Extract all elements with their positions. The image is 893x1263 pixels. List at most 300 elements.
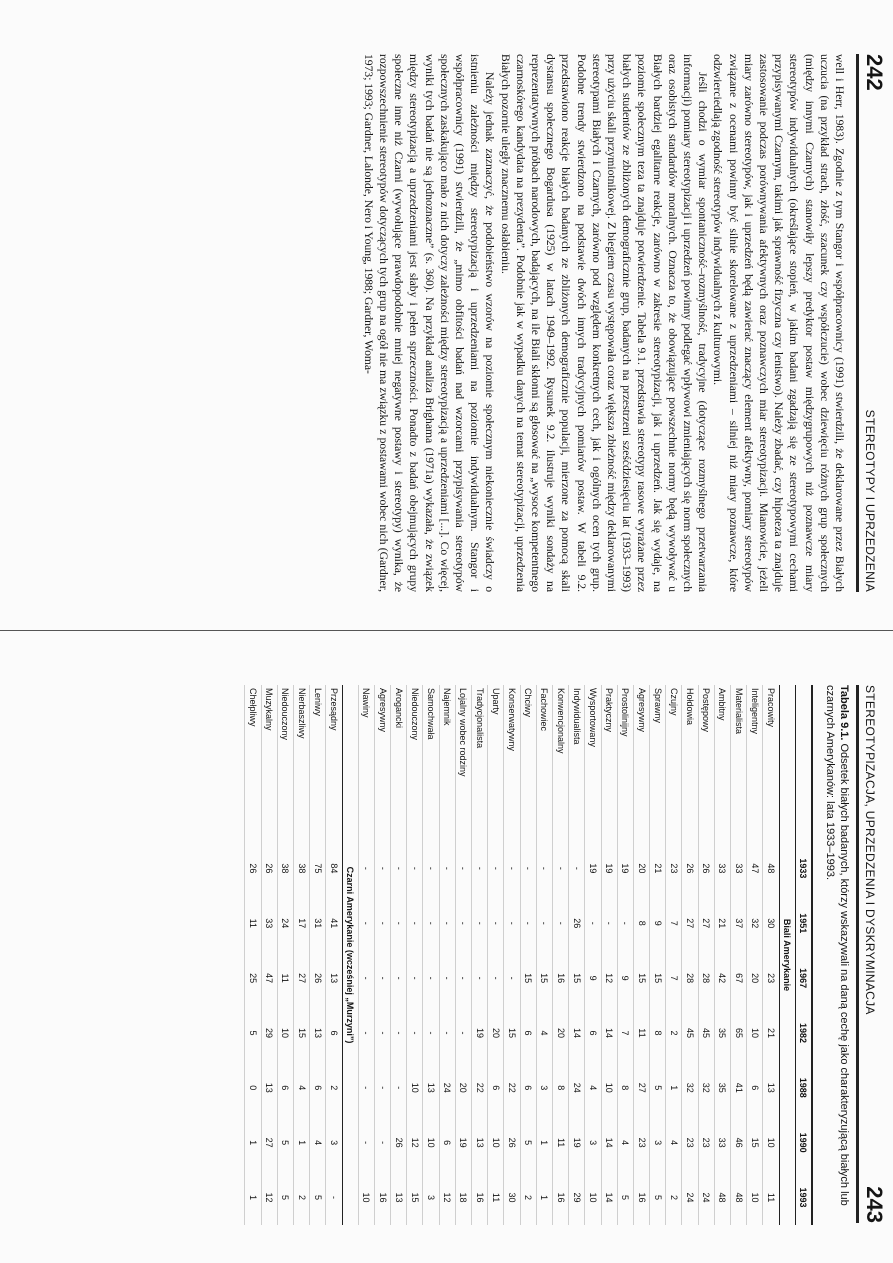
table-header-row — [795, 685, 812, 1225]
value-cell: 16 — [553, 951, 569, 1006]
value-cell: 41 — [326, 896, 342, 951]
value-cell: - — [358, 896, 374, 951]
data-table — [244, 685, 813, 1225]
value-cell: 2 — [326, 1060, 342, 1115]
table-row — [374, 685, 390, 1225]
value-cell: 6 — [439, 1115, 455, 1170]
value-cell: 10 — [585, 1170, 601, 1225]
value-cell: 19 — [601, 841, 617, 896]
value-cell: - — [423, 896, 439, 951]
value-cell: 24 — [682, 1170, 698, 1225]
value-cell: 24 — [698, 1170, 714, 1225]
value-cell: - — [439, 1006, 455, 1061]
value-cell: 24 — [439, 1060, 455, 1115]
value-cell: 20 — [633, 841, 649, 896]
value-cell: 9 — [650, 896, 666, 951]
trait-cell: Niedouczony — [407, 685, 423, 841]
value-cell: 31 — [310, 896, 326, 951]
table-row — [504, 685, 520, 1225]
value-cell: 35 — [714, 1006, 730, 1061]
value-cell: 10 — [277, 1006, 293, 1061]
value-cell: 6 — [326, 1006, 342, 1061]
value-cell: 15 — [633, 951, 649, 1006]
value-cell: 3 — [326, 1115, 342, 1170]
value-cell: 41 — [731, 1060, 747, 1115]
value-cell: 25 — [245, 951, 261, 1006]
value-cell: - — [553, 841, 569, 896]
value-cell: 21 — [763, 1006, 779, 1061]
trait-cell: Nierbaszliwy — [294, 685, 310, 841]
value-cell: 23 — [633, 1115, 649, 1170]
table-row — [488, 685, 504, 1225]
value-cell: - — [520, 896, 536, 951]
value-cell: - — [520, 841, 536, 896]
value-cell: 21 — [650, 841, 666, 896]
section-title: Biali Amerykanie — [779, 685, 795, 1225]
value-cell: 16 — [472, 1170, 488, 1225]
value-cell: 67 — [731, 951, 747, 1006]
value-cell: - — [455, 1006, 471, 1061]
value-cell: 8 — [650, 1006, 666, 1061]
value-cell: 13 — [310, 1006, 326, 1061]
value-cell: 84 — [326, 841, 342, 896]
value-cell: 27 — [698, 896, 714, 951]
table-row — [536, 685, 552, 1225]
trait-cell: Muzykalny — [261, 685, 277, 841]
value-cell: - — [439, 841, 455, 896]
trait-cell: Tradycjonalista — [472, 685, 488, 841]
year-header: 1990 — [795, 1115, 812, 1170]
value-cell: 26 — [682, 841, 698, 896]
trait-cell: Prostolinijny — [617, 685, 633, 841]
value-cell: 26 — [698, 841, 714, 896]
value-cell: 3 — [423, 1170, 439, 1225]
body-text — [361, 54, 848, 592]
table-section-row — [779, 685, 795, 1225]
value-cell: 48 — [763, 841, 779, 896]
table-row — [391, 685, 407, 1225]
running-title: STEREOTYPIZACJA, UPRZEDZENIA I DYSKRYMINACJA — [863, 685, 877, 1015]
value-cell: 30 — [504, 1170, 520, 1225]
value-cell: 1 — [536, 1115, 552, 1170]
value-cell: 4 — [310, 1115, 326, 1170]
value-cell: 75 — [310, 841, 326, 896]
table-row — [439, 685, 455, 1225]
value-cell: - — [391, 896, 407, 951]
table-row — [666, 685, 682, 1225]
value-cell: - — [391, 951, 407, 1006]
value-cell: 26 — [504, 1115, 520, 1170]
trait-cell: Indywidualista — [569, 685, 585, 841]
page-number: 242 — [862, 54, 887, 91]
value-cell: 14 — [601, 1170, 617, 1225]
value-cell: 5 — [617, 1170, 633, 1225]
table-section-row — [342, 685, 358, 1225]
value-cell: - — [439, 951, 455, 1006]
table-row — [569, 685, 585, 1225]
value-cell: 45 — [698, 1006, 714, 1061]
value-cell: 11 — [277, 951, 293, 1006]
value-cell: 15 — [569, 951, 585, 1006]
value-cell: 10 — [601, 1060, 617, 1115]
trait-cell: Nawiny — [358, 685, 374, 841]
caption-text: Odsetek białych badanych, którzy wskazywali na daną cechę jako charakteryzującą białych lub czarnych Amerykanów: lata 1933–1993. — [824, 685, 850, 1206]
paragraph: Jeśli chodzi o wymiar spontaniczność–rozmyślność, tradycyjne (dotyczące rozmyślnego przetwarzania informacji) pomiary stereotypizacji i uprzedzeń powinny podlegać wpływowi zmieniających się norm społecznych oraz osobistych standardów moralnych. Oznacza to, że obowiązujące powszechnie normy będą wywoływać u Białych bardziej egalitarne reakcje, zarówno w zakresie stereotypizacji, jak i uprzedzeń. Jak się wydaje, na poziomie społecznym teza ta znajduje potwierdzenie. Tabela 9.1. przedstawia stereotypy rasowe wyrażane przez białych studentów ze zbliżonych demograficznie grup, badanych na przestrzeni sześćdziesięciu lat (1933–1993) przy użyciu skali przymiotnikowej. Z biegiem czasu występowała coraz większa zbieżność między deklarowanymi stereotypami Białych i Czarnych, zarówno pod względem konkretnych cech, jak i ogólnych ocen tych grup. Podobne trendy stwierdzono na podstawie dwóch innych tradycyjnych pomiarów postaw. W tabeli 9.2. przedstawiono reakcje białych badanych ze zbliżonych demograficznie populacji, mierzone za pomocą skali dystansu społecznego Bogardusa (1925) w latach 1949–1992. Rysunek 9.2. ilustruje wyniki sondaży na reprezentatywnych próbach narodowych, badających, na ile Biali skłonni są głosować na „wysoce kompetentnego czarnoskórego kandydata na prezydenta”. Podobnie jak w wypadku danych na temat stereotypizacji, uprzedzenia Białych pozornie uległy znacznemu osłabieniu. — [498, 54, 710, 592]
table-row — [294, 685, 310, 1225]
value-cell: 1 — [536, 1170, 552, 1225]
value-cell: 0 — [245, 1060, 261, 1115]
value-cell: 19 — [472, 1006, 488, 1061]
page-243 — [0, 631, 893, 1263]
value-cell: 47 — [261, 951, 277, 1006]
trait-cell: Konwencjonalny — [553, 685, 569, 841]
value-cell: 7 — [617, 1006, 633, 1061]
trait-cell: Fachowiec — [536, 685, 552, 841]
year-header: 1988 — [795, 1060, 812, 1115]
table-row — [472, 685, 488, 1225]
table-row — [261, 685, 277, 1225]
value-cell: 5 — [277, 1170, 293, 1225]
value-cell: 15 — [650, 951, 666, 1006]
value-cell: 4 — [666, 1115, 682, 1170]
value-cell: - — [601, 896, 617, 951]
value-cell: - — [585, 896, 601, 951]
value-cell: 23 — [763, 951, 779, 1006]
value-cell: 20 — [553, 1006, 569, 1061]
value-cell: 23 — [682, 1115, 698, 1170]
value-cell: 33 — [714, 841, 730, 896]
value-cell: - — [472, 896, 488, 951]
value-cell: - — [553, 896, 569, 951]
trait-cell: Postępowy — [698, 685, 714, 841]
page-number: 243 — [862, 1186, 887, 1223]
value-cell: - — [569, 841, 585, 896]
value-cell: 17 — [294, 896, 310, 951]
value-cell: 1 — [245, 1115, 261, 1170]
value-cell: 2 — [520, 1170, 536, 1225]
value-cell: 20 — [747, 951, 763, 1006]
value-cell: 2 — [294, 1170, 310, 1225]
value-cell: 14 — [601, 1006, 617, 1061]
value-cell: 13 — [326, 951, 342, 1006]
table-row — [585, 685, 601, 1225]
value-cell: 8 — [553, 1060, 569, 1115]
value-cell: 2 — [666, 1170, 682, 1225]
value-cell: 5 — [650, 1060, 666, 1115]
table-row — [553, 685, 569, 1225]
value-cell: 16 — [633, 1170, 649, 1225]
value-cell: 33 — [731, 841, 747, 896]
value-cell: 26 — [391, 1115, 407, 1170]
value-cell: 5 — [520, 1115, 536, 1170]
value-cell: 10 — [407, 1060, 423, 1115]
value-cell: 12 — [261, 1170, 277, 1225]
table-row — [650, 685, 666, 1225]
value-cell: 6 — [488, 1060, 504, 1115]
value-cell: 4 — [585, 1060, 601, 1115]
value-cell: - — [504, 841, 520, 896]
value-cell: - — [374, 1060, 390, 1115]
trait-cell: Konserwatywny — [504, 685, 520, 841]
value-cell: 2 — [666, 1006, 682, 1061]
table-row — [763, 685, 779, 1225]
trait-cell: Sprawny — [650, 685, 666, 841]
value-cell: 13 — [763, 1060, 779, 1115]
value-cell: 21 — [714, 896, 730, 951]
value-cell: - — [326, 1170, 342, 1225]
value-cell: - — [358, 951, 374, 1006]
value-cell: 12 — [439, 1170, 455, 1225]
year-header: 1982 — [795, 1006, 812, 1061]
value-cell: 48 — [714, 1170, 730, 1225]
value-cell: 27 — [633, 1060, 649, 1115]
value-cell: 11 — [553, 1115, 569, 1170]
value-cell: 11 — [245, 896, 261, 951]
header-cell — [795, 685, 812, 841]
value-cell: 6 — [520, 1060, 536, 1115]
value-cell: 5 — [310, 1170, 326, 1225]
value-cell: 10 — [488, 1115, 504, 1170]
value-cell: 45 — [682, 1006, 698, 1061]
year-header: 1993 — [795, 1170, 812, 1225]
value-cell: 29 — [569, 1170, 585, 1225]
value-cell: - — [488, 951, 504, 1006]
value-cell: 5 — [277, 1115, 293, 1170]
value-cell: 4 — [294, 1060, 310, 1115]
value-cell: 1 — [666, 1060, 682, 1115]
value-cell: 33 — [714, 1115, 730, 1170]
value-cell: - — [504, 896, 520, 951]
value-cell: 8 — [617, 1060, 633, 1115]
value-cell: 10 — [747, 1006, 763, 1061]
value-cell: 15 — [520, 951, 536, 1006]
trait-cell: Lojalny wobec rodziny — [455, 685, 471, 841]
table-row — [310, 685, 326, 1225]
value-cell: 32 — [747, 896, 763, 951]
value-cell: - — [374, 951, 390, 1006]
table-row — [601, 685, 617, 1225]
value-cell: 46 — [731, 1115, 747, 1170]
value-cell: 27 — [682, 896, 698, 951]
value-cell: 6 — [585, 1006, 601, 1061]
value-cell: 3 — [585, 1115, 601, 1170]
value-cell: - — [374, 896, 390, 951]
value-cell: 32 — [682, 1060, 698, 1115]
value-cell: 3 — [650, 1115, 666, 1170]
value-cell: 13 — [391, 1170, 407, 1225]
year-header: 1933 — [795, 841, 812, 896]
section-title: Czarni Amerykanie (wcześniej „Murzyni”) — [342, 685, 358, 1225]
value-cell: 11 — [633, 1006, 649, 1061]
value-cell: 23 — [698, 1115, 714, 1170]
caption-label: Tabela 9.1. — [838, 685, 850, 741]
value-cell: 4 — [536, 1006, 552, 1061]
value-cell: 29 — [261, 1006, 277, 1061]
value-cell: 13 — [423, 1060, 439, 1115]
value-cell: 37 — [731, 896, 747, 951]
value-cell: 18 — [455, 1170, 471, 1225]
value-cell: 26 — [310, 951, 326, 1006]
table-row — [245, 685, 261, 1225]
value-cell: - — [423, 951, 439, 1006]
value-cell: - — [407, 896, 423, 951]
value-cell: - — [536, 896, 552, 951]
trait-cell: Niedouczony — [277, 685, 293, 841]
value-cell: - — [455, 841, 471, 896]
trait-cell: Wysportowany — [585, 685, 601, 841]
value-cell: 22 — [504, 1060, 520, 1115]
value-cell: 5 — [245, 1006, 261, 1061]
value-cell: - — [617, 896, 633, 951]
value-cell: 22 — [472, 1060, 488, 1115]
value-cell: - — [374, 1115, 390, 1170]
paragraph: well i Herr, 1983). Zgodnie z tym Stangor i współpracownicy (1991) stwierdzili, że deklarowane przez Białych uczucia (na przykład strach, złość, szacunek czy współczucie) wobec dziewięciu różnych grup społecznych (między innymi Czarnych) stanowiły lepszy predyktor postaw międzygrupowych niż poznawcze miary stereotypów indywidualnych (określające stopień, w jakim badani zgadzają się ze stereotypowymi cechami przypisywanymi Czarnym, takimi jak sprawność fizyczna czy lenistwo). Należy zbadać, czy hipoteza ta znajduje zastosowanie podczas porównywania afektywnych oraz poznawczych miar stereotypizacji. Mianowicie, jeżeli miary zarówno stereotypów, jak i uprzedzeń będą zawierać znaczący element afektywny, pomiary stereotypów związane z ocenami powinny być silnie skorelowane z uprzedzeniami – silniej niż miary poznawcze, które odzwierciedlają zgodność stereotypów indywidualnych z kulturowymi. — [711, 54, 846, 592]
value-cell: 1 — [294, 1115, 310, 1170]
value-cell: 10 — [358, 1170, 374, 1225]
trait-cell: Hołdowia — [682, 685, 698, 841]
value-cell: 13 — [472, 1115, 488, 1170]
trait-cell: Agresywny — [374, 685, 390, 841]
value-cell: 14 — [601, 1115, 617, 1170]
value-cell: - — [472, 951, 488, 1006]
value-cell: 15 — [407, 1170, 423, 1225]
running-title: STEREOTYPY I UPRZEDZENIA — [863, 409, 877, 592]
value-cell: 65 — [731, 1006, 747, 1061]
value-cell: - — [407, 1006, 423, 1061]
table-row — [326, 685, 342, 1225]
year-header: 1951 — [795, 896, 812, 951]
value-cell: 1 — [245, 1170, 261, 1225]
table-row — [633, 685, 649, 1225]
table-row — [617, 685, 633, 1225]
trait-cell: Przesądny — [326, 685, 342, 841]
value-cell: 12 — [601, 951, 617, 1006]
value-cell: 4 — [617, 1115, 633, 1170]
value-cell: - — [488, 841, 504, 896]
value-cell: - — [407, 951, 423, 1006]
value-cell: 26 — [569, 896, 585, 951]
value-cell: 11 — [763, 1170, 779, 1225]
value-cell: 16 — [553, 1170, 569, 1225]
value-cell: - — [358, 841, 374, 896]
value-cell: 35 — [714, 1060, 730, 1115]
value-cell: 19 — [455, 1115, 471, 1170]
value-cell: 10 — [747, 1170, 763, 1225]
value-cell: 5 — [650, 1170, 666, 1225]
value-cell: 19 — [617, 841, 633, 896]
trait-cell: Samochwała — [423, 685, 439, 841]
trait-cell: Chciwy — [520, 685, 536, 841]
value-cell: 10 — [423, 1115, 439, 1170]
table-caption — [823, 685, 851, 1225]
page-header — [856, 685, 885, 1223]
trait-cell: Agresywny — [633, 685, 649, 841]
value-cell: 20 — [455, 1060, 471, 1115]
value-cell: 12 — [407, 1115, 423, 1170]
value-cell: - — [504, 951, 520, 1006]
table-row — [358, 685, 374, 1225]
trait-cell: Leniwy — [310, 685, 326, 841]
value-cell: - — [455, 896, 471, 951]
value-cell: - — [423, 1006, 439, 1061]
trait-cell: Arogancki — [391, 685, 407, 841]
value-cell: 15 — [536, 951, 552, 1006]
trait-cell: Uparty — [488, 685, 504, 841]
value-cell: 23 — [666, 841, 682, 896]
table-row — [455, 685, 471, 1225]
value-cell: 7 — [666, 951, 682, 1006]
value-cell: 15 — [294, 1006, 310, 1061]
value-cell: 38 — [277, 841, 293, 896]
value-cell: - — [358, 1006, 374, 1061]
table-row — [714, 685, 730, 1225]
table-row — [277, 685, 293, 1225]
value-cell: 3 — [536, 1060, 552, 1115]
value-cell: 19 — [585, 841, 601, 896]
table-row — [407, 685, 423, 1225]
value-cell: 27 — [261, 1115, 277, 1170]
value-cell: - — [358, 1115, 374, 1170]
value-cell: 47 — [747, 841, 763, 896]
table-row — [747, 685, 763, 1225]
value-cell: 27 — [294, 951, 310, 1006]
value-cell: - — [423, 841, 439, 896]
value-cell: - — [455, 951, 471, 1006]
table-row — [731, 685, 747, 1225]
value-cell: 14 — [569, 1006, 585, 1061]
value-cell: - — [472, 841, 488, 896]
value-cell: - — [391, 1060, 407, 1115]
value-cell: 9 — [585, 951, 601, 1006]
value-cell: - — [374, 841, 390, 896]
value-cell: - — [439, 896, 455, 951]
year-header: 1967 — [795, 951, 812, 1006]
trait-cell: Inteligentny — [747, 685, 763, 841]
value-cell: 10 — [763, 1115, 779, 1170]
value-cell: 26 — [261, 841, 277, 896]
value-cell: 33 — [261, 896, 277, 951]
value-cell: - — [391, 1006, 407, 1061]
value-cell: 48 — [731, 1170, 747, 1225]
value-cell: 19 — [569, 1115, 585, 1170]
value-cell: 38 — [294, 841, 310, 896]
value-cell: 13 — [261, 1060, 277, 1115]
value-cell: 24 — [569, 1060, 585, 1115]
table-row — [698, 685, 714, 1225]
value-cell: 16 — [374, 1170, 390, 1225]
value-cell: 24 — [277, 896, 293, 951]
value-cell: 20 — [488, 1006, 504, 1061]
value-cell: - — [488, 896, 504, 951]
value-cell: 42 — [714, 951, 730, 1006]
table-row — [520, 685, 536, 1225]
value-cell: 6 — [747, 1060, 763, 1115]
value-cell: - — [391, 841, 407, 896]
value-cell: 11 — [488, 1170, 504, 1225]
value-cell: 6 — [277, 1060, 293, 1115]
trait-cell: Chełpliwy — [245, 685, 261, 841]
trait-cell: Materialista — [731, 685, 747, 841]
table-row — [423, 685, 439, 1225]
value-cell: 6 — [310, 1060, 326, 1115]
value-cell: 15 — [504, 1006, 520, 1061]
value-cell: - — [536, 841, 552, 896]
value-cell: 28 — [698, 951, 714, 1006]
value-cell: 9 — [617, 951, 633, 1006]
table-row — [682, 685, 698, 1225]
value-cell: 15 — [747, 1115, 763, 1170]
value-cell: 32 — [698, 1060, 714, 1115]
